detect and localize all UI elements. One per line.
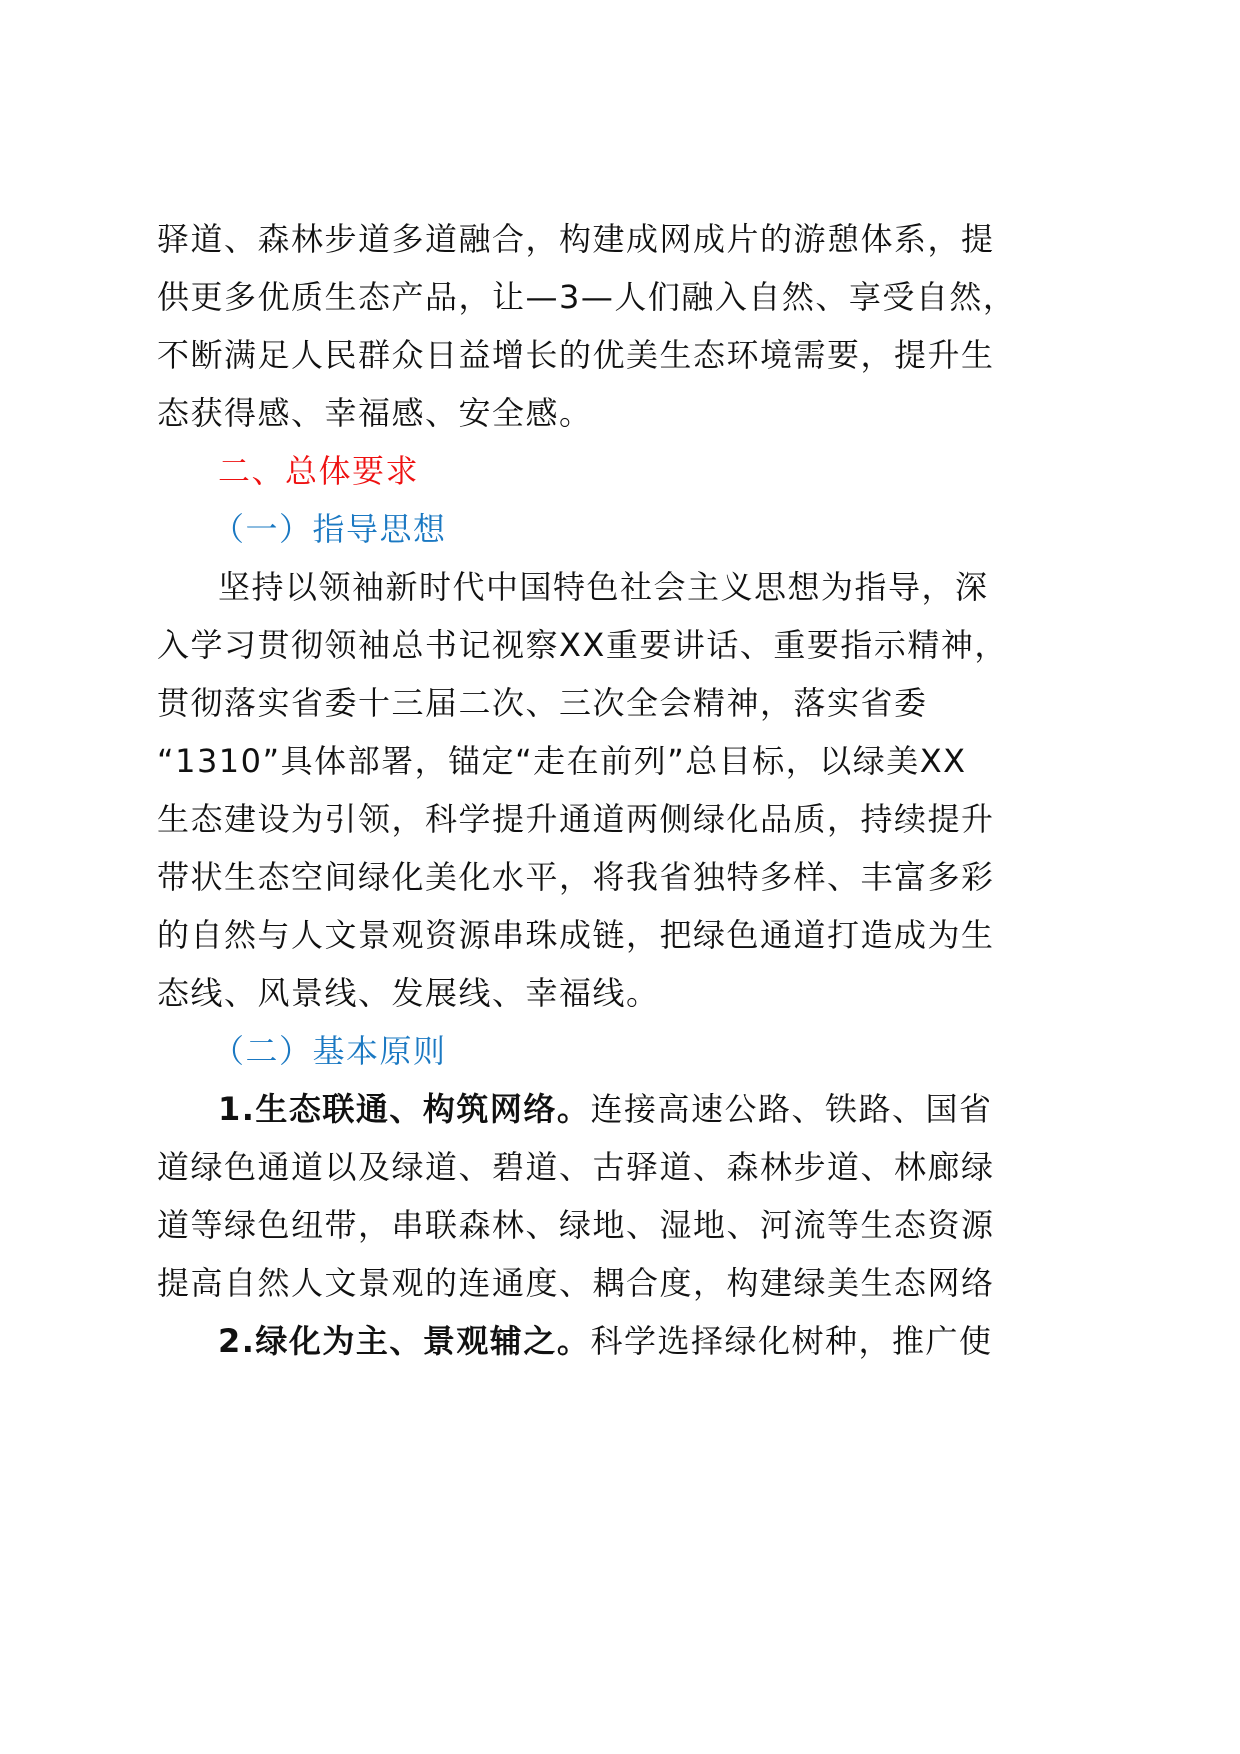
principle-lead: 2.绿化为主、景观辅之。 bbox=[218, 1322, 591, 1360]
paragraph-line bbox=[0, 794, 1240, 844]
text-line: 连接高速公路、铁路、国省 bbox=[590, 1090, 993, 1128]
paragraph-line bbox=[0, 1258, 1240, 1308]
paragraph-line bbox=[0, 910, 1240, 960]
text-line: 生态建设为引领，科学提升通道两侧绿化品质，持续提升 bbox=[157, 800, 995, 838]
subsection-heading bbox=[0, 504, 1240, 554]
paragraph-line bbox=[0, 330, 1240, 380]
paragraph-line bbox=[0, 1200, 1240, 1250]
text-line: 态获得感、幸福感、安全感。 bbox=[157, 394, 593, 432]
text-line: 道等绿色纽带，串联森林、绿地、湿地、河流等生态资源 bbox=[157, 1206, 995, 1244]
section-heading-text: 二、总体要求 bbox=[218, 452, 420, 490]
text-line: 带状生态空间绿化美化水平，将我省独特多样、丰富多彩 bbox=[157, 858, 995, 896]
paragraph-line bbox=[0, 562, 1240, 612]
paragraph-line bbox=[0, 968, 1240, 1018]
text-line: 道绿色通道以及绿道、碧道、古驿道、森林步道、林廊绿 bbox=[157, 1148, 995, 1186]
paragraph-line bbox=[0, 852, 1240, 902]
text-line: 贯彻落实省委十三届二次、三次全会精神，落实省委 bbox=[157, 684, 928, 722]
subsection-heading-text: （一）指导思想 bbox=[212, 510, 447, 548]
paragraph-line bbox=[0, 388, 1240, 438]
subsection-heading bbox=[0, 1026, 1240, 1076]
paragraph-line bbox=[0, 736, 1240, 786]
text-line: 不断满足人民群众日益增长的优美生态环境需要，提升生 bbox=[157, 336, 995, 374]
text-line: 驿道、森林步道多道融合，构建成网成片的游憩体系，提 bbox=[157, 220, 995, 258]
section-heading bbox=[0, 446, 1240, 496]
text-line: 科学选择绿化树种，推广使 bbox=[590, 1322, 993, 1360]
paragraph-line bbox=[0, 214, 1240, 264]
text-line: 入学习贯彻领袖总书记视察XX重要讲话、重要指示精神， bbox=[157, 626, 1008, 664]
paragraph-line bbox=[0, 678, 1240, 728]
paragraph-line bbox=[0, 272, 1240, 322]
text-line: 供更多优质生态产品，让—3—人们融入自然、享受自然， bbox=[157, 278, 1017, 316]
text-line: 的自然与人文景观资源串珠成链，把绿色通道打造成为生 bbox=[157, 916, 995, 954]
paragraph-line bbox=[0, 1142, 1240, 1192]
text-line: “1310”具体部署，锚定“走在前列”总目标，以绿美XX bbox=[157, 742, 967, 780]
paragraph-line bbox=[0, 620, 1240, 670]
text-line: 态线、风景线、发展线、幸福线。 bbox=[157, 974, 660, 1012]
text-line: 坚持以领袖新时代中国特色社会主义思想为指导，深 bbox=[218, 568, 989, 606]
text-line: 提高自然人文景观的连通度、耦合度，构建绿美生态网络 bbox=[157, 1264, 995, 1302]
paragraph-line bbox=[0, 1084, 1240, 1134]
principle-lead: 1.生态联通、构筑网络。 bbox=[218, 1090, 591, 1128]
subsection-heading-text: （二）基本原则 bbox=[212, 1032, 447, 1070]
paragraph-line bbox=[0, 1316, 1240, 1366]
